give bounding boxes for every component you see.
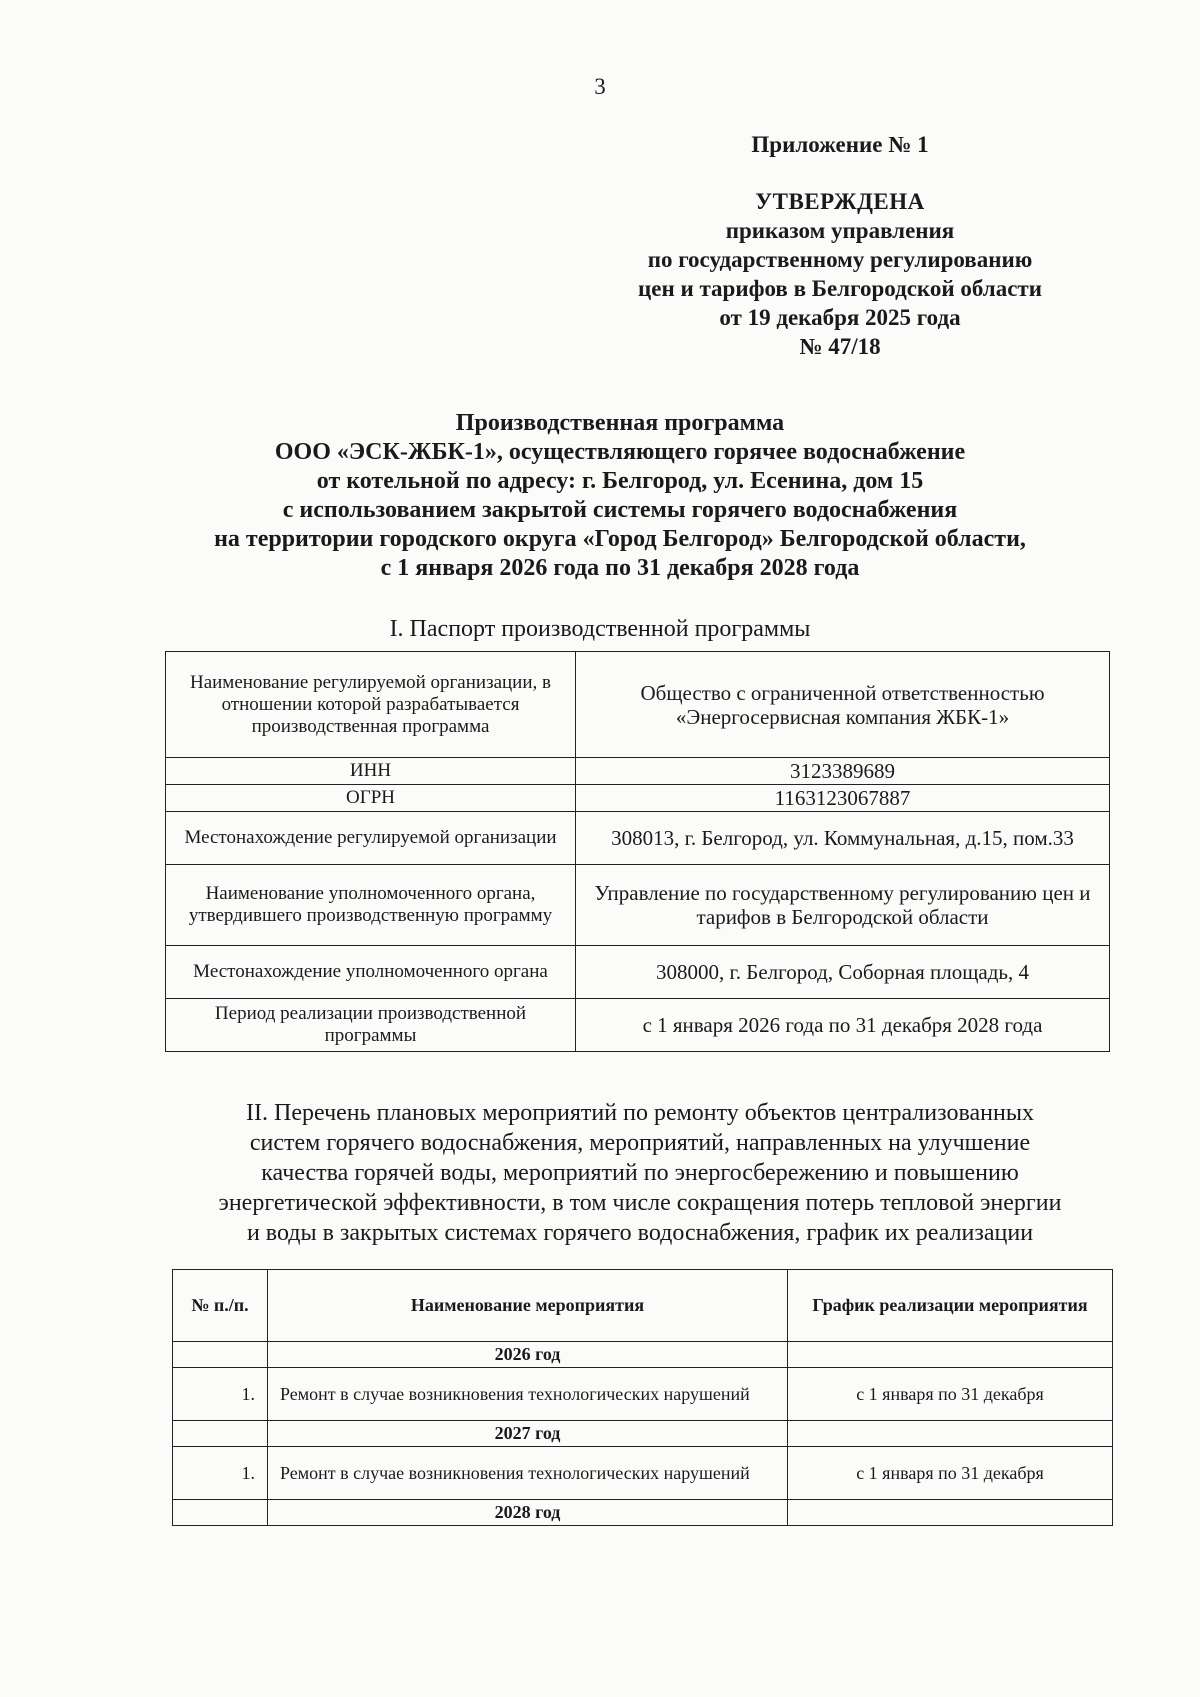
year-cell-empty xyxy=(788,1500,1113,1526)
approval-line: приказом управления xyxy=(725,218,955,243)
section2-heading xyxy=(150,1098,1130,1248)
table-row xyxy=(173,1368,1113,1421)
year-row xyxy=(173,1342,1113,1368)
title-line: с использованием закрытой системы горячего водоснабжения xyxy=(282,497,958,523)
table-row xyxy=(173,1447,1113,1500)
passport-value: Управление по государственному регулированию цен и тарифов в Белгородской области xyxy=(576,865,1110,946)
year-label: 2026 год xyxy=(268,1342,788,1368)
passport-value: с 1 января 2026 года по 31 декабря 2028 года xyxy=(576,999,1110,1052)
passport-label: Наименование регулируемой организации, в отношении которой разрабатывается производственная программа xyxy=(166,652,576,758)
passport-value: Общество с ограниченной ответственностью «Энергосервисная компания ЖБК-1» xyxy=(576,652,1110,758)
year-label: 2027 год xyxy=(268,1421,788,1447)
section1-heading: I. Паспорт производственной программы xyxy=(389,616,811,642)
appendix-label: Приложение № 1 xyxy=(751,132,929,157)
passport-value: 1163123067887 xyxy=(576,785,1110,812)
title-line: ООО «ЭСК-ЖБК-1», осуществляющего горячее водоснабжение xyxy=(274,439,966,465)
year-cell-empty xyxy=(173,1500,268,1526)
passport-label: Местонахождение уполномоченного органа xyxy=(166,946,576,999)
heading-line: II. Перечень плановых мероприятий по ремонту объектов централизованных xyxy=(246,1100,1034,1126)
passport-table xyxy=(165,651,1110,1052)
table-row xyxy=(166,652,1110,758)
passport-label: ОГРН xyxy=(166,785,576,812)
passport-label: ИНН xyxy=(166,758,576,785)
title-line: с 1 января 2026 года по 31 декабря 2028 года xyxy=(380,555,860,581)
year-row xyxy=(173,1421,1113,1447)
approval-line: цен и тарифов в Белгородской области xyxy=(638,276,1042,301)
year-cell-empty xyxy=(173,1342,268,1368)
heading-line: систем горячего водоснабжения, мероприятий, направленных на улучшение xyxy=(249,1130,1031,1156)
approval-block xyxy=(590,130,1090,361)
column-header-name: Наименование мероприятия xyxy=(268,1270,788,1342)
title-line: от котельной по адресу: г. Белгород, ул. Есенина, дом 15 xyxy=(316,468,924,494)
item-number: 1. xyxy=(173,1447,268,1500)
table-header-row xyxy=(173,1270,1113,1342)
year-row xyxy=(173,1500,1113,1526)
heading-line: качества горячей воды, мероприятий по энергосбережению и повышению xyxy=(261,1160,1019,1186)
item-name: Ремонт в случае возникновения технологических нарушений xyxy=(268,1368,788,1421)
title-line: Производственная программа xyxy=(455,410,785,436)
page-number: 3 xyxy=(594,74,606,99)
passport-value: 308013, г. Белгород, ул. Коммунальная, д.15, пом.33 xyxy=(576,812,1110,865)
passport-label: Период реализации производственной программы xyxy=(166,999,576,1052)
item-number: 1. xyxy=(173,1368,268,1421)
table-row xyxy=(166,785,1110,812)
table-row xyxy=(166,865,1110,946)
item-name: Ремонт в случае возникновения технологических нарушений xyxy=(268,1447,788,1500)
year-cell-empty xyxy=(173,1421,268,1447)
table-row xyxy=(166,758,1110,785)
approval-number: № 47/18 xyxy=(799,334,881,359)
table-row xyxy=(166,946,1110,999)
year-label: 2028 год xyxy=(268,1500,788,1526)
item-schedule: с 1 января по 31 декабря xyxy=(788,1368,1113,1421)
passport-value: 3123389689 xyxy=(576,758,1110,785)
table-row xyxy=(166,999,1110,1052)
document-title xyxy=(120,409,1120,583)
table-row xyxy=(166,812,1110,865)
approval-line: по государственному регулированию xyxy=(647,247,1033,272)
column-header-schedule: График реализации мероприятия xyxy=(788,1270,1113,1342)
approved-label: УТВЕРЖДЕНА xyxy=(755,189,925,214)
passport-label: Наименование уполномоченного органа, утвердившего производственную программу xyxy=(166,865,576,946)
year-cell-empty xyxy=(788,1342,1113,1368)
passport-value: 308000, г. Белгород, Соборная площадь, 4 xyxy=(576,946,1110,999)
events-table xyxy=(172,1269,1113,1526)
item-schedule: с 1 января по 31 декабря xyxy=(788,1447,1113,1500)
heading-line: и воды в закрытых системах горячего водоснабжения, график их реализации xyxy=(246,1220,1034,1246)
column-header-number: № п./п. xyxy=(173,1270,268,1342)
heading-line: энергетической эффективности, в том числе сокращения потерь тепловой энергии xyxy=(218,1190,1062,1216)
title-line: на территории городского округа «Город Белгород» Белгородской области, xyxy=(214,526,1026,552)
passport-label: Местонахождение регулируемой организации xyxy=(166,812,576,865)
year-cell-empty xyxy=(788,1421,1113,1447)
approval-date: от 19 декабря 2025 года xyxy=(719,305,961,330)
